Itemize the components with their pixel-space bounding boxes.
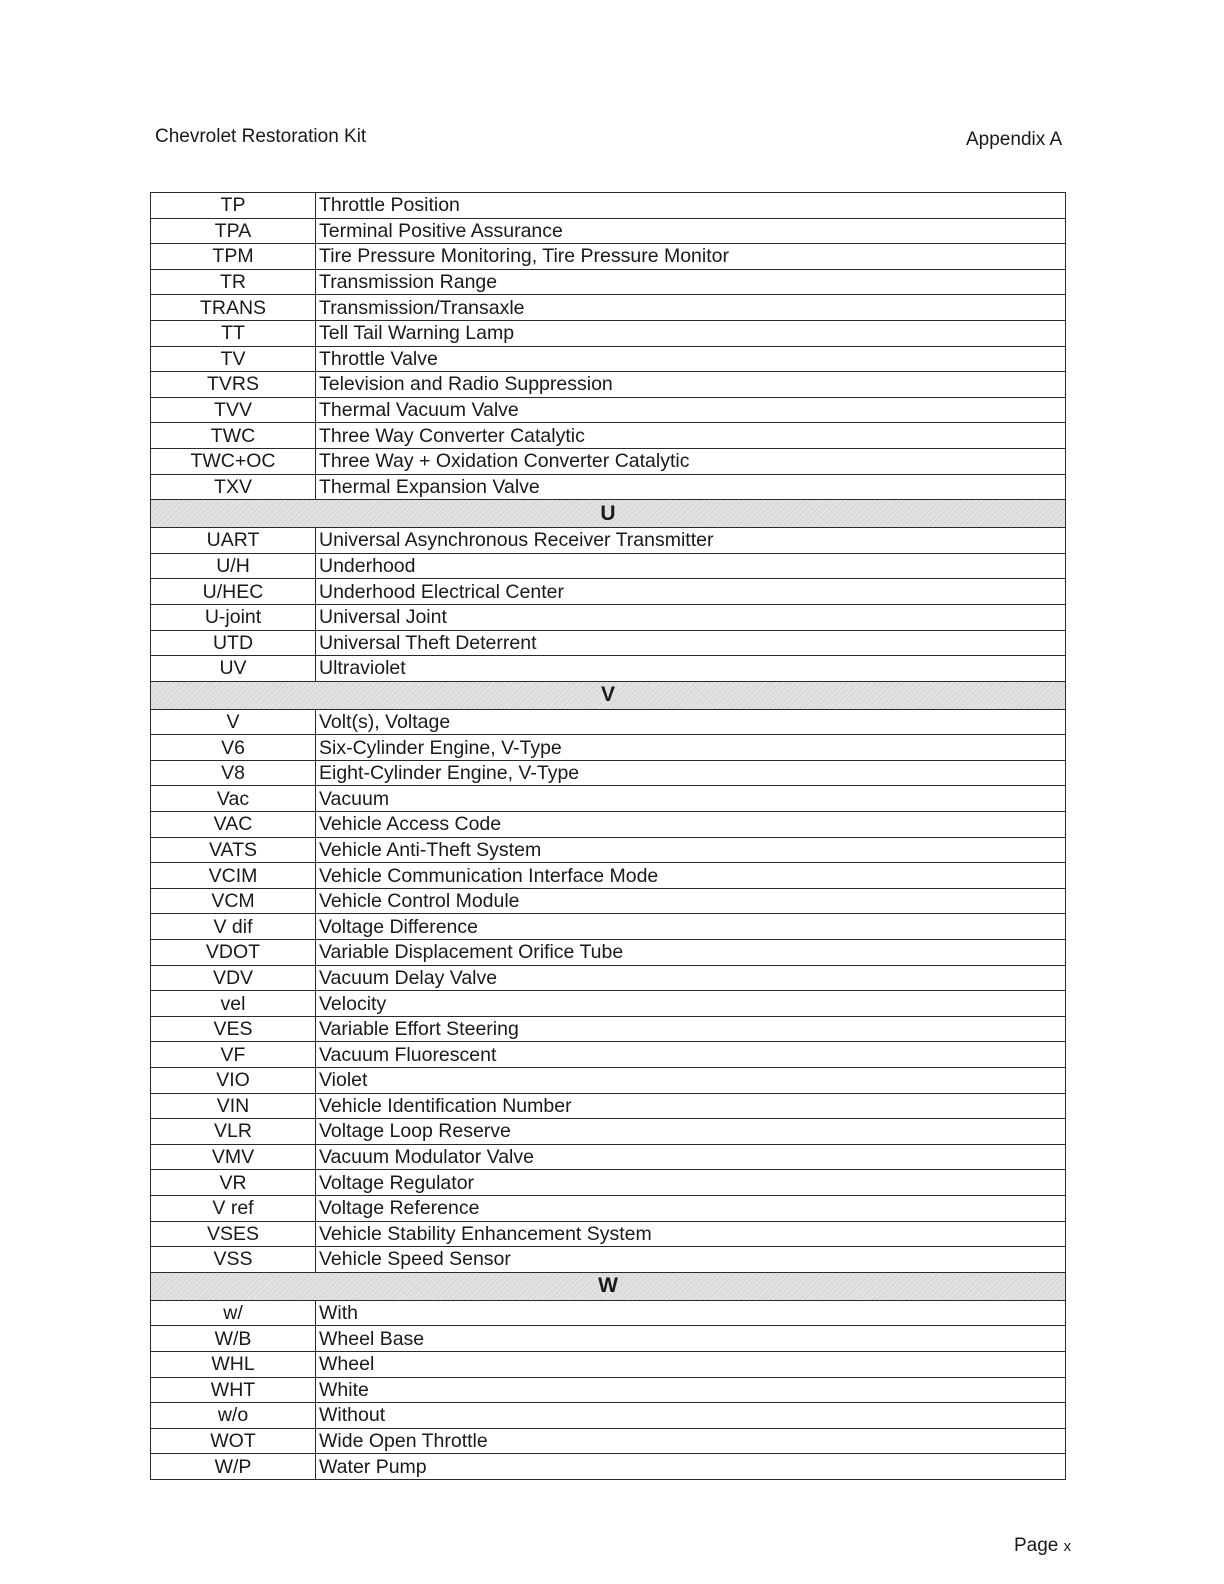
definition-cell: Wheel Base bbox=[316, 1326, 1066, 1352]
definition-cell: Television and Radio Suppression bbox=[316, 372, 1066, 398]
abbreviation-cell: Vac bbox=[151, 786, 316, 812]
abbreviations-table-body bbox=[151, 193, 1066, 1480]
definition-cell: Volt(s), Voltage bbox=[316, 709, 1066, 735]
abbreviation-cell: TR bbox=[151, 269, 316, 295]
table-row bbox=[151, 1428, 1066, 1454]
table-row bbox=[151, 423, 1066, 449]
abbreviation-cell: TP bbox=[151, 193, 316, 219]
abbreviation-cell: W/P bbox=[151, 1454, 316, 1480]
table-row bbox=[151, 965, 1066, 991]
table-row bbox=[151, 553, 1066, 579]
abbreviation-cell: W/B bbox=[151, 1326, 316, 1352]
abbreviation-cell: w/o bbox=[151, 1403, 316, 1429]
abbreviation-cell: vel bbox=[151, 991, 316, 1017]
abbreviation-cell: WHT bbox=[151, 1377, 316, 1403]
definition-cell: Transmission Range bbox=[316, 269, 1066, 295]
abbreviation-cell: V6 bbox=[151, 735, 316, 761]
appendix-label: Appendix A bbox=[966, 129, 1063, 150]
abbreviation-cell: V bbox=[151, 709, 316, 735]
definition-cell: Ultraviolet bbox=[316, 656, 1066, 682]
table-row bbox=[151, 320, 1066, 346]
table-row bbox=[151, 1093, 1066, 1119]
table-row bbox=[151, 1454, 1066, 1480]
definition-cell: Terminal Positive Assurance bbox=[316, 218, 1066, 244]
abbreviation-cell: VCM bbox=[151, 888, 316, 914]
definition-cell: Underhood Electrical Center bbox=[316, 579, 1066, 605]
abbreviation-cell: w/ bbox=[151, 1300, 316, 1326]
table-row bbox=[151, 709, 1066, 735]
abbreviation-cell: TPM bbox=[151, 244, 316, 270]
abbreviation-cell: TRANS bbox=[151, 295, 316, 321]
table-row bbox=[151, 244, 1066, 270]
table-row bbox=[151, 1144, 1066, 1170]
table-row bbox=[151, 1403, 1066, 1429]
definition-cell: Transmission/Transaxle bbox=[316, 295, 1066, 321]
table-row bbox=[151, 579, 1066, 605]
table-row bbox=[151, 448, 1066, 474]
definition-cell: Vehicle Stability Enhancement System bbox=[316, 1221, 1066, 1247]
definition-cell: Vacuum Fluorescent bbox=[316, 1042, 1066, 1068]
definition-cell: Vehicle Speed Sensor bbox=[316, 1247, 1066, 1273]
table-row bbox=[151, 1377, 1066, 1403]
table-row bbox=[151, 1351, 1066, 1377]
table-row bbox=[151, 1221, 1066, 1247]
abbreviation-cell: V8 bbox=[151, 760, 316, 786]
table-row bbox=[151, 863, 1066, 889]
table-row bbox=[151, 940, 1066, 966]
table-row bbox=[151, 735, 1066, 761]
definition-cell: With bbox=[316, 1300, 1066, 1326]
table-row bbox=[151, 812, 1066, 838]
definition-cell: Wide Open Throttle bbox=[316, 1428, 1066, 1454]
page-label: Page bbox=[1014, 1535, 1059, 1556]
table-row bbox=[151, 1195, 1066, 1221]
table-row bbox=[151, 914, 1066, 940]
definition-cell: Variable Effort Steering bbox=[316, 1016, 1066, 1042]
abbreviation-cell: VR bbox=[151, 1170, 316, 1196]
abbreviation-cell: TWC bbox=[151, 423, 316, 449]
page-footer bbox=[1014, 1535, 1071, 1557]
abbreviation-cell: TT bbox=[151, 320, 316, 346]
table-row bbox=[151, 397, 1066, 423]
abbreviation-cell: TXV bbox=[151, 474, 316, 500]
definition-cell: Thermal Expansion Valve bbox=[316, 474, 1066, 500]
definition-cell: Throttle Valve bbox=[316, 346, 1066, 372]
definition-cell: Vehicle Anti-Theft System bbox=[316, 837, 1066, 863]
definition-cell: Voltage Regulator bbox=[316, 1170, 1066, 1196]
abbreviation-cell: UART bbox=[151, 528, 316, 554]
definition-cell: Three Way + Oxidation Converter Catalytic bbox=[316, 448, 1066, 474]
abbreviation-cell: U/HEC bbox=[151, 579, 316, 605]
abbreviation-cell: TWC+OC bbox=[151, 448, 316, 474]
definition-cell: Tire Pressure Monitoring, Tire Pressure Monitor bbox=[316, 244, 1066, 270]
abbreviation-cell: VSS bbox=[151, 1247, 316, 1273]
definition-cell: Eight-Cylinder Engine, V-Type bbox=[316, 760, 1066, 786]
abbreviation-cell: VDV bbox=[151, 965, 316, 991]
document-title: Chevrolet Restoration Kit bbox=[155, 126, 367, 147]
definition-cell: Water Pump bbox=[316, 1454, 1066, 1480]
abbreviation-cell: VCIM bbox=[151, 863, 316, 889]
abbreviation-cell: U-joint bbox=[151, 604, 316, 630]
table-row bbox=[151, 193, 1066, 219]
table-row bbox=[151, 991, 1066, 1017]
abbreviation-cell: UV bbox=[151, 656, 316, 682]
abbreviation-cell: U/H bbox=[151, 553, 316, 579]
abbreviation-cell: VIN bbox=[151, 1093, 316, 1119]
table-row bbox=[151, 528, 1066, 554]
abbreviation-cell: VATS bbox=[151, 837, 316, 863]
definition-cell: Vehicle Control Module bbox=[316, 888, 1066, 914]
abbreviation-cell: WOT bbox=[151, 1428, 316, 1454]
abbreviation-cell: VES bbox=[151, 1016, 316, 1042]
table-row bbox=[151, 1300, 1066, 1326]
definition-cell: Voltage Reference bbox=[316, 1195, 1066, 1221]
table-row bbox=[151, 1170, 1066, 1196]
table-row bbox=[151, 346, 1066, 372]
definition-cell: Velocity bbox=[316, 991, 1066, 1017]
table-row bbox=[151, 837, 1066, 863]
table-row bbox=[151, 656, 1066, 682]
definition-cell: Without bbox=[316, 1403, 1066, 1429]
abbreviation-cell: UTD bbox=[151, 630, 316, 656]
definition-cell: Voltage Loop Reserve bbox=[316, 1119, 1066, 1145]
table-row bbox=[151, 1068, 1066, 1094]
abbreviation-cell: V ref bbox=[151, 1195, 316, 1221]
abbreviation-cell: VSES bbox=[151, 1221, 316, 1247]
abbreviation-cell: VIO bbox=[151, 1068, 316, 1094]
table-row bbox=[151, 1119, 1066, 1145]
section-letter: U bbox=[151, 500, 1066, 528]
definition-cell: Universal Asynchronous Receiver Transmitter bbox=[316, 528, 1066, 554]
definition-cell: Universal Theft Deterrent bbox=[316, 630, 1066, 656]
section-letter: W bbox=[151, 1272, 1066, 1300]
definition-cell: Three Way Converter Catalytic bbox=[316, 423, 1066, 449]
table-row bbox=[151, 760, 1066, 786]
abbreviation-cell: VF bbox=[151, 1042, 316, 1068]
abbreviation-cell: VAC bbox=[151, 812, 316, 838]
section-header-row bbox=[151, 1272, 1066, 1300]
definition-cell: Violet bbox=[316, 1068, 1066, 1094]
table-row bbox=[151, 888, 1066, 914]
abbreviation-cell: TPA bbox=[151, 218, 316, 244]
abbreviation-cell: VLR bbox=[151, 1119, 316, 1145]
definition-cell: Vehicle Access Code bbox=[316, 812, 1066, 838]
abbreviation-cell: TVV bbox=[151, 397, 316, 423]
table-row bbox=[151, 1016, 1066, 1042]
abbreviation-cell: VDOT bbox=[151, 940, 316, 966]
table-row bbox=[151, 1042, 1066, 1068]
table-row bbox=[151, 218, 1066, 244]
definition-cell: Vacuum Delay Valve bbox=[316, 965, 1066, 991]
abbreviation-cell: V dif bbox=[151, 914, 316, 940]
definition-cell: Six-Cylinder Engine, V-Type bbox=[316, 735, 1066, 761]
table-row bbox=[151, 1247, 1066, 1273]
abbreviations-table bbox=[150, 192, 1066, 1480]
abbreviation-cell: TV bbox=[151, 346, 316, 372]
table-row bbox=[151, 786, 1066, 812]
table-row bbox=[151, 269, 1066, 295]
definition-cell: Vehicle Communication Interface Mode bbox=[316, 863, 1066, 889]
definition-cell: Thermal Vacuum Valve bbox=[316, 397, 1066, 423]
definition-cell: Voltage Difference bbox=[316, 914, 1066, 940]
definition-cell: Universal Joint bbox=[316, 604, 1066, 630]
definition-cell: Variable Displacement Orifice Tube bbox=[316, 940, 1066, 966]
table-row bbox=[151, 474, 1066, 500]
abbreviation-cell: TVRS bbox=[151, 372, 316, 398]
table-row bbox=[151, 295, 1066, 321]
section-header-row bbox=[151, 681, 1066, 709]
table-row bbox=[151, 1326, 1066, 1352]
definition-cell: White bbox=[316, 1377, 1066, 1403]
page-number: x bbox=[1063, 1538, 1072, 1555]
abbreviation-cell: WHL bbox=[151, 1351, 316, 1377]
section-letter: V bbox=[151, 681, 1066, 709]
definition-cell: Vacuum bbox=[316, 786, 1066, 812]
definition-cell: Throttle Position bbox=[316, 193, 1066, 219]
definition-cell: Vehicle Identification Number bbox=[316, 1093, 1066, 1119]
table-row bbox=[151, 604, 1066, 630]
definition-cell: Underhood bbox=[316, 553, 1066, 579]
section-header-row bbox=[151, 500, 1066, 528]
table-row bbox=[151, 630, 1066, 656]
definition-cell: Wheel bbox=[316, 1351, 1066, 1377]
definition-cell: Vacuum Modulator Valve bbox=[316, 1144, 1066, 1170]
table-row bbox=[151, 372, 1066, 398]
definition-cell: Tell Tail Warning Lamp bbox=[316, 320, 1066, 346]
abbreviation-cell: VMV bbox=[151, 1144, 316, 1170]
